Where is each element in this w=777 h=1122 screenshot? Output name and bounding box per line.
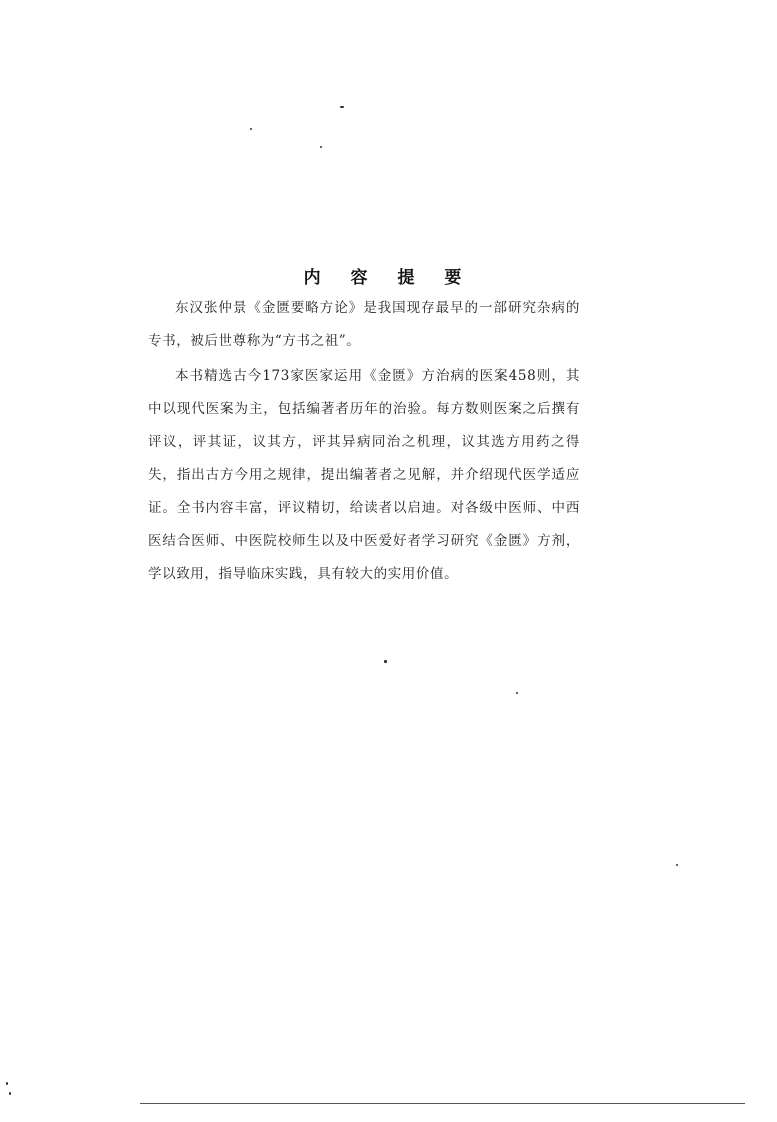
summary-paragraph-1: 东汉张仲景《金匮要略方论》是我国现存最早的一部研究杂病的专书，被后世尊称为“方书之祖”。 bbox=[148, 300, 580, 349]
page-bottom-rule bbox=[140, 1103, 745, 1104]
scan-speck bbox=[516, 692, 518, 694]
scan-speck bbox=[384, 660, 387, 663]
summary-body bbox=[148, 292, 580, 593]
summary-paragraph-2: 本书精选古今173家医家运用《金匮》方治病的医案458则，其中以现代医案为主，包括编著者历年的治验。每方数则医案之后撰有评议，评其证，议其方，评其异病同治之机理，议其选方用药之得失，指出古方今用之规律，提出编著者之见解，并介绍现代医学适应证。全书内容丰富，评议精切，给读者以启迪。对各级中医师、中西医结合医师、中医院校师生以及中医爱好者学习研究《金匮》方剂，学以致用，指导临床实践，具有较大的实用价值。 bbox=[148, 368, 580, 582]
scan-speck bbox=[340, 106, 344, 108]
scan-speck bbox=[9, 1092, 11, 1095]
scan-speck bbox=[320, 146, 322, 148]
summary-title: 内 容 提 要 bbox=[303, 268, 474, 289]
scan-speck bbox=[250, 128, 252, 130]
scan-speck bbox=[676, 864, 678, 866]
scan-speck bbox=[6, 1082, 8, 1085]
